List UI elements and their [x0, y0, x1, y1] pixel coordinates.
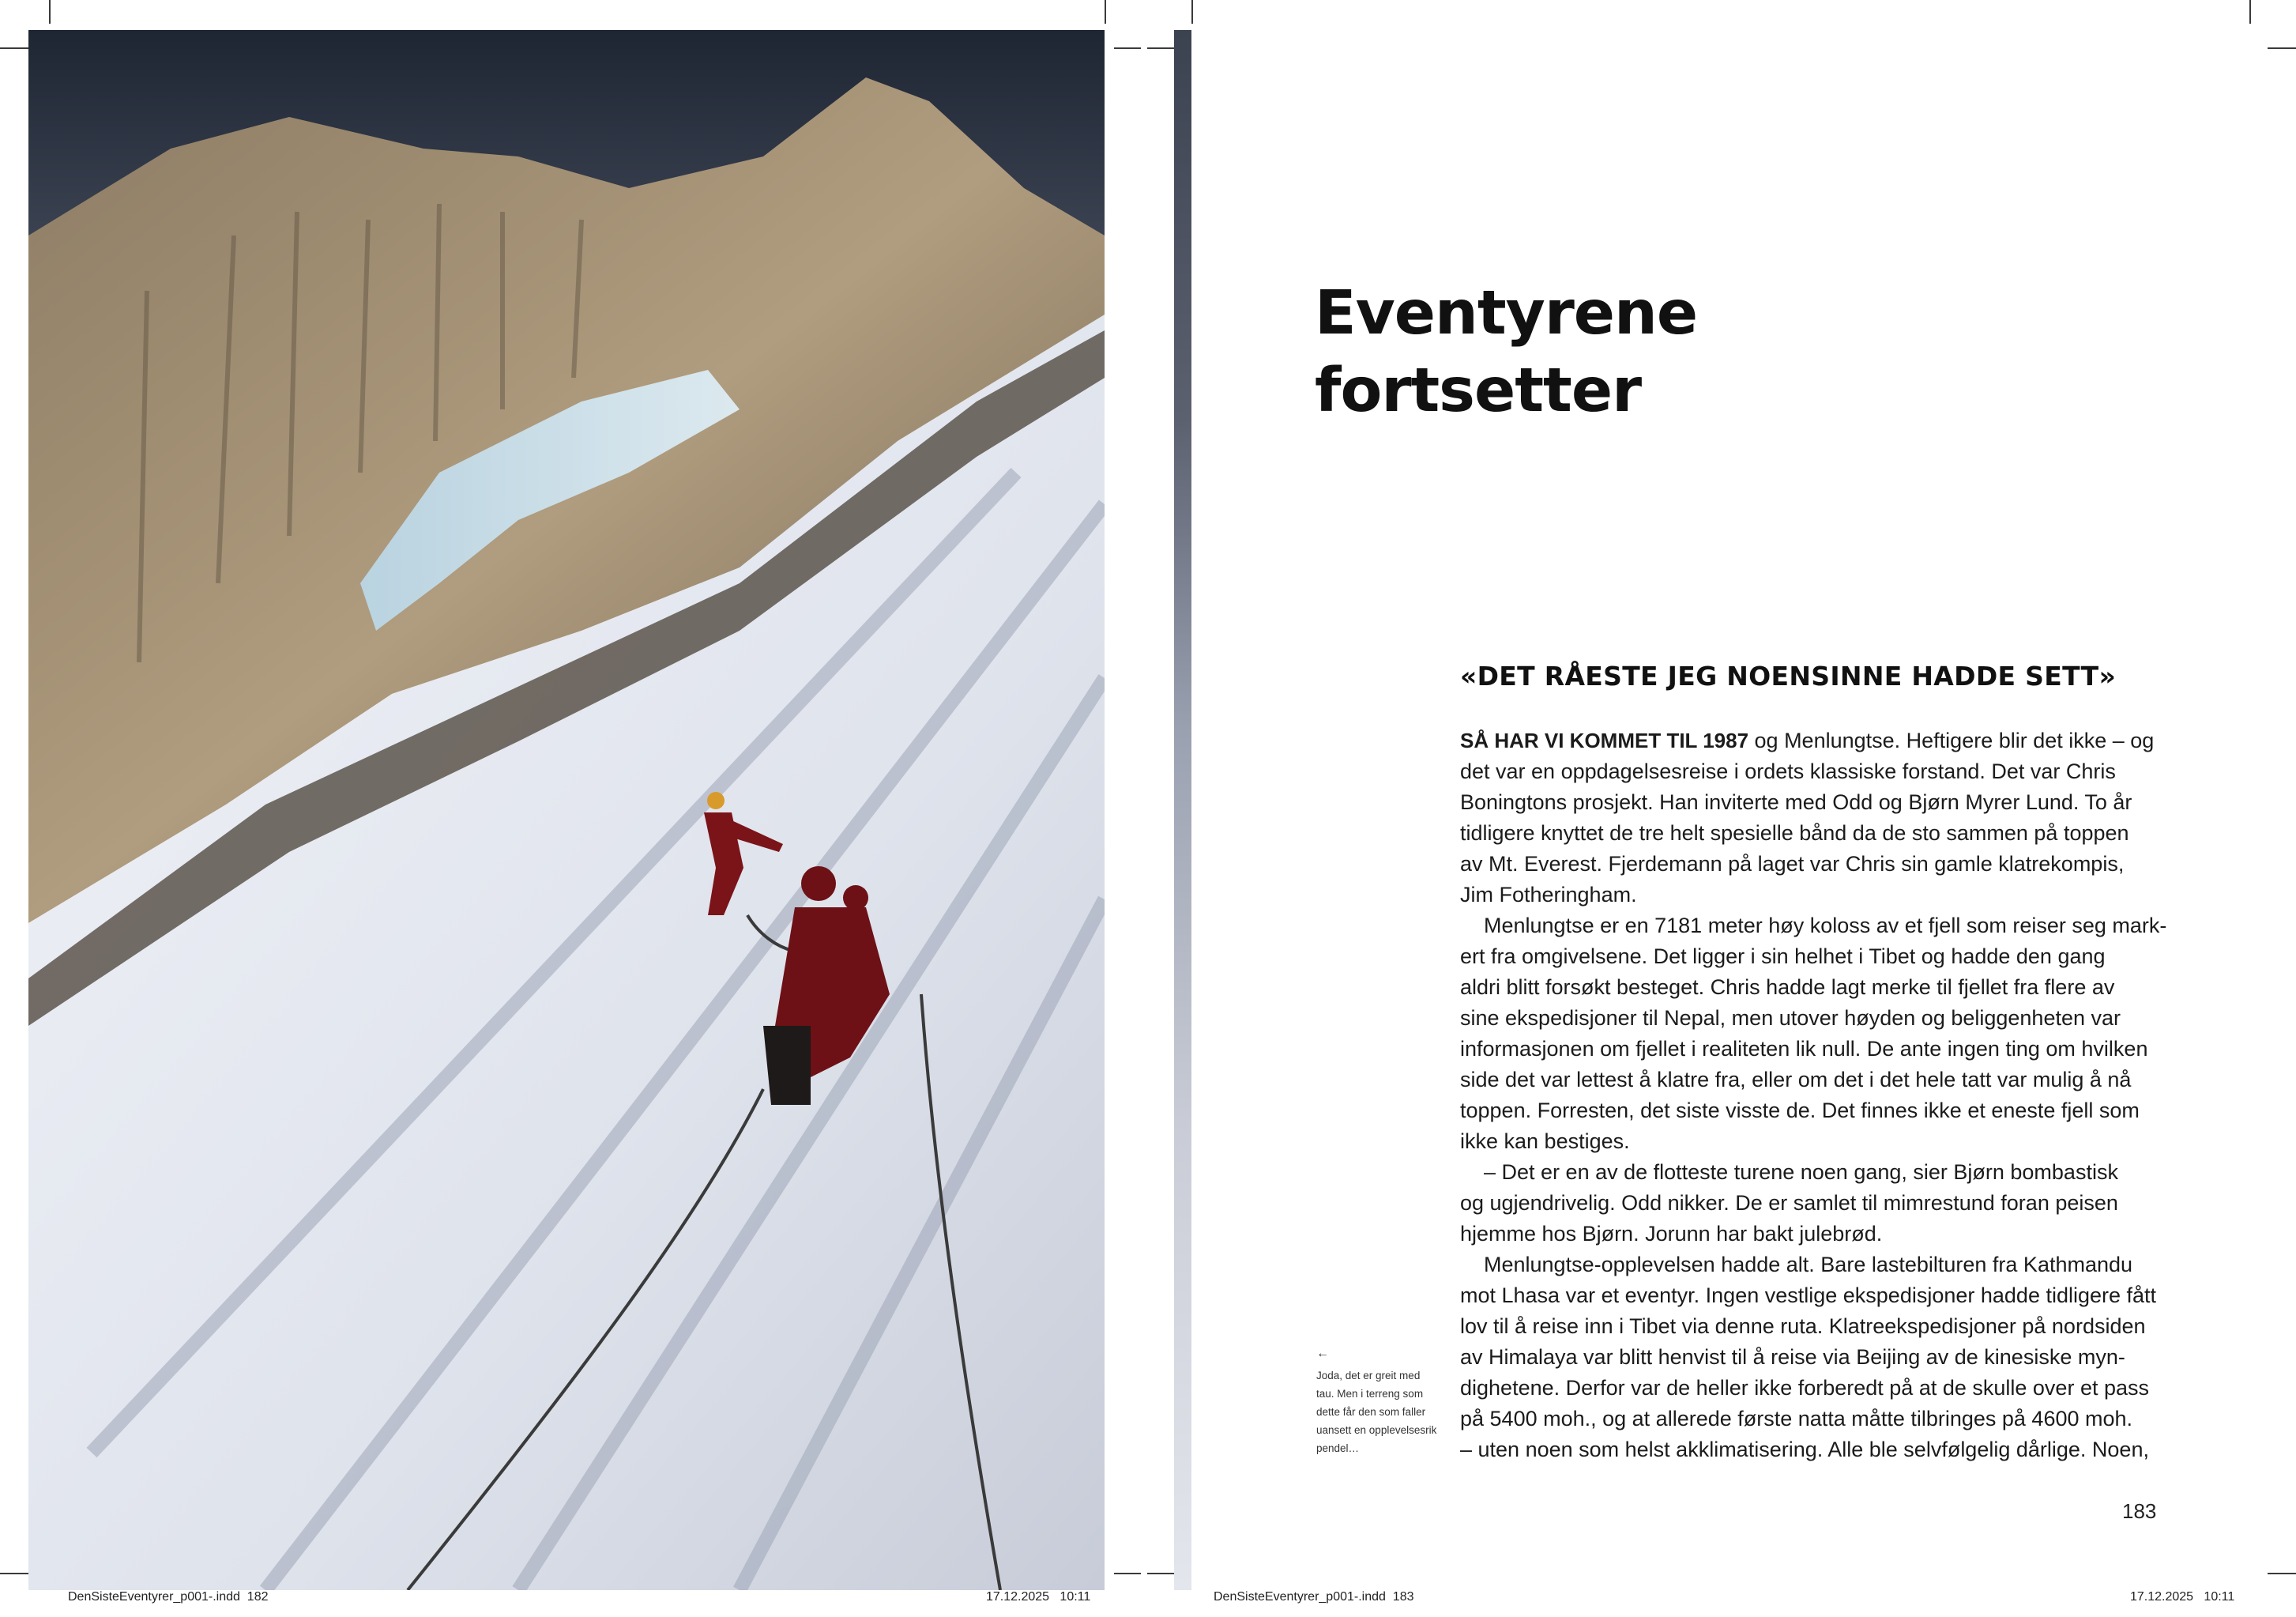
body-line: Boningtons prosjekt. Han inviterte med Odd og Bjørn Myrer Lund. To år — [1460, 790, 2132, 814]
crop-mark — [1147, 47, 1174, 49]
slug-file-right: DenSisteEventyrer_p001-.indd 183 — [1214, 1590, 1414, 1604]
body-line: Jim Fotheringham. — [1460, 883, 1637, 906]
body-line: aldri blitt forsøkt besteget. Chris hadde lagt merke til fjellet fra flere av — [1460, 975, 2115, 999]
crop-mark — [2249, 0, 2251, 24]
photo-caption — [1316, 1346, 1443, 1457]
body-line: SÅ HAR VI KOMMET TIL 1987 og Menlungtse. Heftigere blir det ikke – og — [1460, 729, 2155, 752]
body-line: side det var lettest å klatre fra, eller om det i det hele tatt var mulig å nå — [1460, 1068, 2132, 1091]
chapter-title — [1315, 275, 1868, 430]
body-line: dighetene. Derfor var de heller ikke forberedt på at de skulle over et pass — [1460, 1376, 2149, 1400]
chapter-title-line: fortsetter — [1315, 356, 1642, 426]
crop-mark — [2268, 47, 2296, 49]
caption-line: uansett en opplevelsesrik — [1316, 1424, 1437, 1436]
body-line: toppen. Forresten, det siste visste de. Det finnes ikke et eneste fjell som — [1460, 1099, 2140, 1122]
body-line: – uten noen som helst akklimatisering. Alle ble selvfølgelig dårlige. Noen, — [1460, 1438, 2149, 1461]
body-text — [1460, 726, 2167, 1465]
body-line: Menlungtse-opplevelsen hadde alt. Bare lastebilturen fra Kathmandu — [1460, 1253, 2133, 1276]
body-line: Menlungtse er en 7181 meter høy koloss av et fjell som reiser seg mark- — [1460, 914, 2167, 937]
crop-mark — [2268, 1573, 2296, 1574]
body-line: informasjonen om fjellet i realiteten lik null. De ante ingen ting om hvilken — [1460, 1037, 2148, 1061]
photo-bleed-strip — [1174, 30, 1191, 1590]
body-line: på 5400 moh., og at allerede første natta måtte tilbringes på 4600 moh. — [1460, 1407, 2133, 1430]
body-lead: SÅ HAR VI KOMMET TIL 1987 — [1460, 729, 1749, 752]
body-line: mot Lhasa var et eventyr. Ingen vestlige ekspedisjoner hadde tidligere fått — [1460, 1283, 2157, 1307]
body-line: lov til å reise inn i Tibet via denne ruta. Klatreekspedisjoner på nordsiden — [1460, 1314, 2146, 1338]
body-line: ikke kan bestiges. — [1460, 1129, 1630, 1153]
crop-mark — [1105, 0, 1106, 24]
slug-file-left: DenSisteEventyrer_p001-.indd 182 — [68, 1590, 269, 1604]
body-line: ert fra omgivelsene. Det ligger i sin helhet i Tibet og hadde den gang — [1460, 944, 2106, 968]
body-line: av Mt. Everest. Fjerdemann på laget var Chris sin gamle klatrekompis, — [1460, 852, 2125, 876]
page-number: 183 — [2122, 1499, 2157, 1523]
caption-line: tau. Men i terreng som — [1316, 1388, 1424, 1400]
crop-mark — [1114, 47, 1141, 49]
climbing-photo — [28, 30, 1105, 1590]
crop-mark — [0, 1573, 30, 1574]
body-line: og ugjendrivelig. Odd nikker. De er samlet til mimrestund foran peisen — [1460, 1191, 2118, 1215]
body-line: det var en oppdagelsesreise i ordets klassiske forstand. Det var Chris — [1460, 760, 2116, 783]
body-line: – Det er en av de flotteste turene noen gang, sier Bjørn bombastisk — [1460, 1160, 2118, 1184]
body-line: hjemme hos Bjørn. Jorunn har bakt julebrød. — [1460, 1222, 1883, 1246]
body-line: av Himalaya var blitt henvist til å reise via Beijing av de kinesiske myn- — [1460, 1345, 2125, 1369]
slug-date-right: 17.12.2025 10:11 — [2130, 1590, 2235, 1604]
chapter-title-line: Eventyrene — [1315, 278, 1698, 349]
section-heading: «DET RÅESTE JEG NOENSINNE HADDE SETT» — [1460, 661, 2117, 692]
slug-date-left: 17.12.2025 10:11 — [986, 1590, 1091, 1604]
caption-arrow-icon: ← — [1316, 1347, 1329, 1360]
caption-line: Joda, det er greit med — [1316, 1370, 1421, 1381]
caption-line: pendel… — [1316, 1442, 1360, 1454]
caption-line: dette får den som faller — [1316, 1406, 1426, 1418]
body-line: sine ekspedisjoner til Nepal, men utover høyden og beliggenheten var — [1460, 1006, 2121, 1030]
crop-mark — [1191, 0, 1193, 24]
crop-mark — [1114, 1573, 1141, 1574]
crop-mark — [1147, 1573, 1174, 1574]
crop-mark — [49, 0, 51, 24]
body-line: tidligere knyttet de tre helt spesielle bånd da de sto sammen på toppen — [1460, 821, 2129, 845]
crop-mark — [0, 47, 30, 49]
